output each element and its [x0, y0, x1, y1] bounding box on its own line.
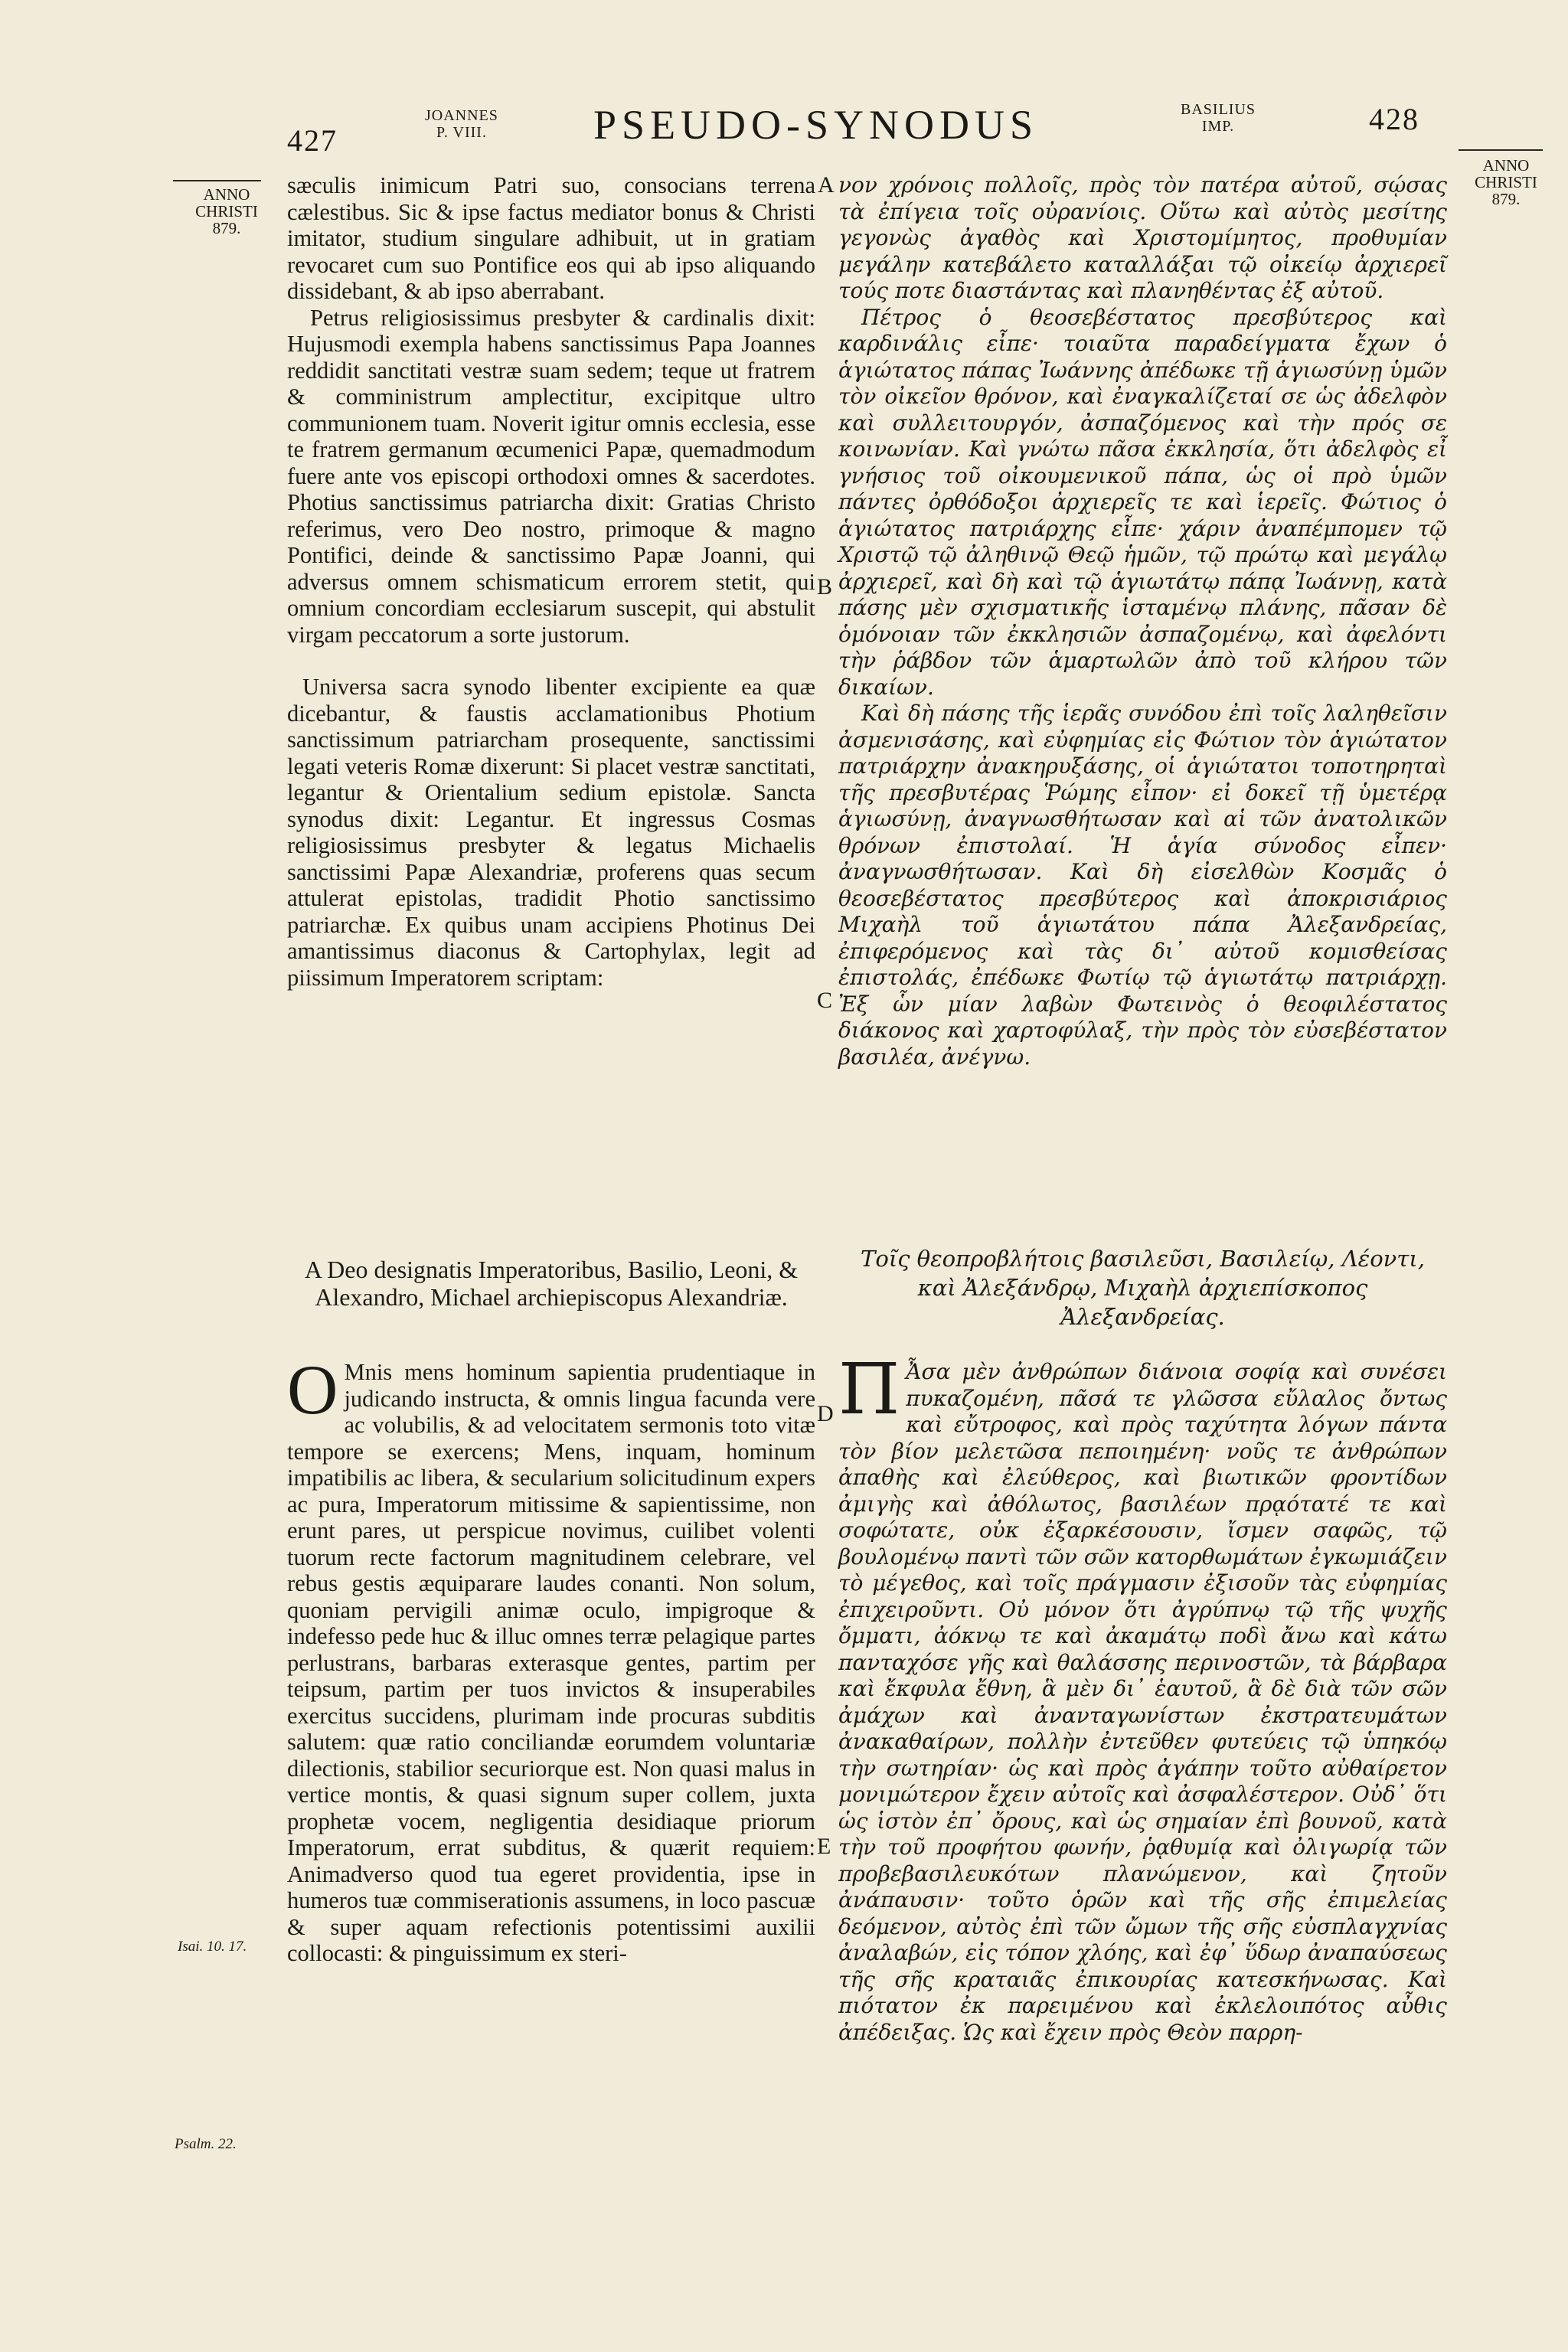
latin-paragraph-3: Universa sacra synodo libenter excipiente ea quæ dicebantur, & faustis acclamationibus Photium sanctissimum patriarcham prosequente, sanctissimi legati veteris Romæ dixerunt: Si placet vestræ sanctitati, legantur & Orientalium sedium epistolæ. Sancta synodus dixit: Legantur. Et ingressus Cosmas religiosissimus presbyter & legatus Michaelis sanctissimi Papæ Alexandriæ, proferens quas secum attulerat epistolas, tradidit Photio sanctissimo patriarchæ. Ex quibus unam accipiens Photinus Dei amantissimus diaconus & Cartophylax, legit ad piissimum Imperatorem scriptam: — [287, 674, 815, 991]
greek-letter-body — [838, 1348, 1447, 2046]
greek-column-lower — [838, 1348, 1447, 2046]
header-pope-line1: JOANNES — [425, 107, 498, 124]
latin-letter-text: Mnis mens hominum sapientia prudentiaque in judicando instructa, & omnis lingua facunda vere ac volubilis, & ad velocitatem sermonis toto vitæ tempore se exercens; Mens, inquam, hominum impatibilis ac libera, & secularium solicitudinum expers ac pura, Imperatorum mitissime & sapientissime, non erunt pares, ut perspicue novimus, cuilibet volenti tuorum recte factorum magnitudinem celebrare, vel rebus gestis æquiparare laudes conanti. Non solum, quoniam pervigili animæ oculo, impigroque & indefesso pede huc & illuc omnes terræ pelagique partes perlustrans, barbaras exterasque gentes, partim per teipsum, partim per tuos invictos & insuperabiles exercitus succidens, plurimam inde procuras subditis salutem: quæ ratio conciliandæ eorumdem voluntariæ dilectionis, stabilior securiorque est. Non quasi malus in vertice montis, & quasi signum super collem, juxta prophetæ vocem, negligentia desidiaque priorum Imperatorum, errat subditus, & quærit requiem: Animadverso quod tua egeret providentia, ipse in humeros tuæ commiserationis assumens, in loco pascuæ & super aquam refectionis potentissimi auxilii collocasti: & pinguissimum ex steri- — [287, 1359, 815, 1966]
margin-rule-right — [1459, 149, 1543, 151]
section-marker-c: C — [817, 988, 833, 1013]
margin-christi-right: CHRISTI — [1475, 173, 1537, 191]
latin-paragraph-1: sæculis inimicum Patri suo, consocians terrena cælestibus. Sic & ipse factus mediator bonus & Christi imitator, studium singulare adhibuit, ut in gratiam revocaret cum suo Pontifice eos qui ab ipso aliquando dissidebant, & ab ipso aberrabant. — [287, 172, 815, 304]
section-marker-a: A — [818, 172, 835, 198]
margin-anno-right: ANNO — [1482, 156, 1530, 175]
header-pope-line2: P. VIII. — [436, 124, 487, 141]
running-header — [0, 101, 1568, 158]
greek-paragraph-2: Πέτρος ὁ θεοσεβέστατος πρεσβύτερος καὶ καρδινάλις εἶπε· τοιαῦτα παραδείγματα ἔχων ὁ ἁγιώτατος πάπας Ἰωάννης ἀπέδωκε τῇ ἁγιωσύνῃ ὑμῶν τὸν οἰκεῖον θρόνον, καὶ ἐναγκαλίζεταί σε ὡς ἀδελφὸν καὶ συλλειτουργόν, ἀσπαζόμενος καὶ τὴν πρός σε κοινωνίαν. Καὶ γνώτω πᾶσα ἐκκλησία, ὅτι ἀδελφὸς εἶ γνήσιος τοῦ οἰκουμενικοῦ πάπα, ὡς οἱ πρὸ ὑμῶν πάντες ὀρθόδοξοι ἀρχιερεῖς τε καὶ ἱερεῖς. Φώτιος ὁ ἁγιώτατος πατριάρχης εἶπε· χάριν ἀναπέμπομεν τῷ Χριστῷ τῷ ἀληθινῷ Θεῷ ἡμῶν, τῷ πρώτῳ καὶ μεγάλῳ ἀρχιερεῖ, καὶ δὴ καὶ τῷ ἁγιωτάτῳ πάπᾳ Ἰωάννῃ, κατὰ πάσης μὲν σχισματικῆς ἱσταμένῳ πλάνης, πᾶσαν δὲ ὁμόνοιαν τῶν ἐκκλησιῶν ἀσπαζομένῳ, καὶ ἀφελόντι τὴν ῥάβδον τῶν ἁμαρτωλῶν ἀπὸ τοῦ κλήρου τῶν δικαίων. — [838, 304, 1447, 700]
margin-christi-left: CHRISTI — [195, 202, 258, 220]
greek-paragraph-1: νον χρόνοις πολλοῖς, πρὸς τὸν πατέρα αὐτοῦ, σῴσας τὰ ἐπίγεια τοῖς οὐρανίοις. Οὕτω καὶ αὐτὸς μεσίτης γεγονὼς ἀγαθὸς καὶ Χριστομίμητος, προθυμίαν μεγάλην κατεβάλετο καταλλάξαι τῷ οἰκείῳ ἀρχιερεῖ τούς ποτε διαστάντας καὶ πλανηθέντας ἐξ αὐτοῦ. — [838, 172, 1447, 303]
section-marker-d: D — [817, 1401, 834, 1426]
greek-dropcap: Π — [838, 1348, 900, 1430]
section-marker-b: B — [817, 574, 833, 599]
greek-letter-heading: Τοῖς θεοπροβλήτοις βασιλεῦσι, Βασιλείῳ, Λέοντι, καὶ Ἀλεξάνδρῳ, Μιχαὴλ ἀρχιεπίσκοπος Ἀλεξανδρείας. — [861, 1246, 1425, 1330]
latin-column-lower — [287, 1351, 815, 1967]
page-number-right: 428 — [1369, 102, 1419, 136]
header-pope-name — [425, 107, 498, 141]
margin-year-right — [1464, 157, 1548, 207]
latin-letter-body — [287, 1351, 815, 1967]
header-emperor-line2: IMP. — [1201, 118, 1235, 135]
latin-column-upper — [287, 172, 815, 991]
header-emperor-name — [1181, 101, 1256, 135]
margin-year-left — [173, 186, 280, 237]
header-emperor-line1: BASILIUS — [1181, 101, 1256, 118]
margin-anno-left: ANNO — [203, 185, 250, 204]
latin-letter-heading: A Deo designatis Imperatoribus, Basilio, Leoni, & Alexandro, Michael archiepiscopus Alexandriæ. — [304, 1256, 799, 1311]
margin-reference-psalm: Psalm. 22. — [175, 2136, 237, 2152]
latin-dropcap: O — [287, 1351, 338, 1429]
greek-column-upper — [838, 172, 1447, 1070]
margin-reference-isaiah: Isai. 10. 17. — [178, 1939, 247, 1955]
margin-rule-left — [173, 180, 261, 181]
header-title: PSEUDO-SYNODUS — [593, 102, 1039, 148]
margin-year-number-right: 879. — [1491, 190, 1521, 208]
greek-paragraph-3: Καὶ δὴ πάσης τῆς ἱερᾶς συνόδου ἐπὶ τοῖς λαληθεῖσιν ἀσμενισάσης, καὶ εὐφημίας εἰς Φώτιον τὸν ἁγιώτατον πατριάρχην ἀνακηρυξάσης, οἱ ἁγιώτατοι τοποτηρηταὶ τῆς πρεσβυτέρας Ῥώμης εἶπον· εἰ δοκεῖ τῇ ὑμετέρᾳ ἁγιωσύνῃ, ἀναγνωσθήτωσαν καὶ αἱ τῶν ἀνατολικῶν θρόνων ἐπιστολαί. Ἡ ἁγία σύνοδος εἶπεν· ἀναγνωσθήτωσαν. Καὶ δὴ εἰσελθὼν Κοσμᾶς ὁ θεοσεβέστατος πρεσβύτερος καὶ ἀποκρισιάριος Μιχαὴλ τοῦ ἁγιωτάτου πάπα Ἀλεξανδρείας, ἐπιφερόμενος καὶ τὰς δι᾽ αὐτοῦ κομισθείσας ἐπιστολάς, ἐπέδωκε Φωτίῳ τῷ ἁγιωτάτῳ πατριάρχῃ. Ἐξ ὧν μίαν λαβὼν Φωτεινὸς ὁ θεοφιλέστατος διάκονος καὶ χαρτοφύλαξ, τὴν πρὸς τὸν εὐσεβέστατον βασιλέα, ἀνέγνω. — [838, 701, 1447, 1070]
section-marker-e: E — [817, 1834, 831, 1859]
page-number-left: 427 — [287, 123, 338, 158]
margin-year-number-left: 879. — [212, 219, 241, 237]
latin-paragraph-2: Petrus religiosissimus presbyter & cardinalis dixit: Hujusmodi exempla habens sanctissimus Papa Joannes reddidit sanctitati vestræ suam sedem; teque ut fratrem & comministrum amplectitur, excipitque ultro communionem tuam. Noverit igitur omnis ecclesia, esse te fratrem germanum œcumenici Papæ, quemadmodum fuere ante vos episcopi orthodoxi omnes & sacerdotes. Photius sanctissimus patriarcha dixit: Gratias Christo referimus, vero Deo nostro, primoque & magno Pontifici, deinde & sanctissimo Papæ Joanni, qui adversus omnem schismaticum errorem stetit, qui omnium concordiam ecclesiarum suscepit, qui abstulit virgam peccatorum a sorte justorum. — [287, 304, 815, 648]
greek-letter-text: Ἆσα μὲν ἀνθρώπων διάνοια σοφίᾳ καὶ συνέσει πυκαζομένη, πᾶσά τε γλῶσσα εὔλαλος ὄντως καὶ εὔτροφος, καὶ πρὸς ταχύτητα λόγων πάντα τὸν βίον μελετῶσα πεποιημένη· νοῦς τε ἀνθρώπων ἀπαθὴς καὶ ἐλεύθερος, καὶ βιωτικῶν φροντίδων ἀμιγὴς καὶ ἀθόλωτος, βασιλέων πρᾳότατέ τε καὶ σοφώτατε, οὐκ ἐξαρκέσουσιν, ἴσμεν σαφῶς, τῷ βουλομένῳ παντὶ τῶν σῶν κατορθωμάτων ἐγκωμιάζειν τὸ μέγεθος, καὶ τοῖς πράγμασιν ἐξισοῦν τὰς εὐφημίας ἐπιχειροῦντι. Οὐ μόνον ὅτι ἀγρύπνῳ τῷ τῆς ψυχῆς ὄμματι, ἀόκνῳ τε καὶ ἀκαμάτῳ ποδὶ ἄνω καὶ κάτω πανταχόσε γῆς καὶ θαλάσσης περινοστῶν, τὰ βάρβαρα καὶ ἔκφυλα ἔθνη, ἃ μὲν δι᾽ ἑαυτοῦ, ἃ δὲ διὰ τῶν σῶν ἀμάχων καὶ ἀνανταγωνίστων ἐκστρατευμάτων ἀνακαθαίρων, πολλὴν ἐντεῦθεν φυτεύεις τῷ ὑπηκόῳ τὴν σωτηρίαν· ὡς καὶ πρὸς ἀγάπην τοῦτο αὐθαίρετον μονιμώτερον ἔχειν αὐτοῖς καὶ ἀσφαλέστερον. Οὐδ᾽ ὅτι ὡς ἱστὸν ἐπ᾽ ὄρους, καὶ ὡς σημαίαν ἐπὶ βουνοῦ, κατὰ τὴν τοῦ προφήτου φωνήν, ῥᾳθυμίᾳ καὶ ὀλιγωρίᾳ τῶν προβεβασιλευκότων πλανώμενον, καὶ ζητοῦν ἀνάπαυσιν· τοῦτο ὁρῶν καὶ τῆς σῆς ἐπιμελείας δεόμενον, αὐτὸς ἐπὶ τῶν ὤμων τῆς σῆς εὐσπλαγχνίας ἀναλαβών, εἰς τόπον χλόης, καὶ ἐφ᾽ ὕδωρ ἀναπαύσεως τῆς σῆς κραταιᾶς ἐπικουρίας κατεσκήνωσας. Καὶ πιότατον ἐκ παρειμένου καὶ ἐκλελοιπότος αὖθις ἀπέδειξας. Ὡς καὶ ἔχειν πρὸς Θεὸν παρρη- — [838, 1359, 1447, 2045]
